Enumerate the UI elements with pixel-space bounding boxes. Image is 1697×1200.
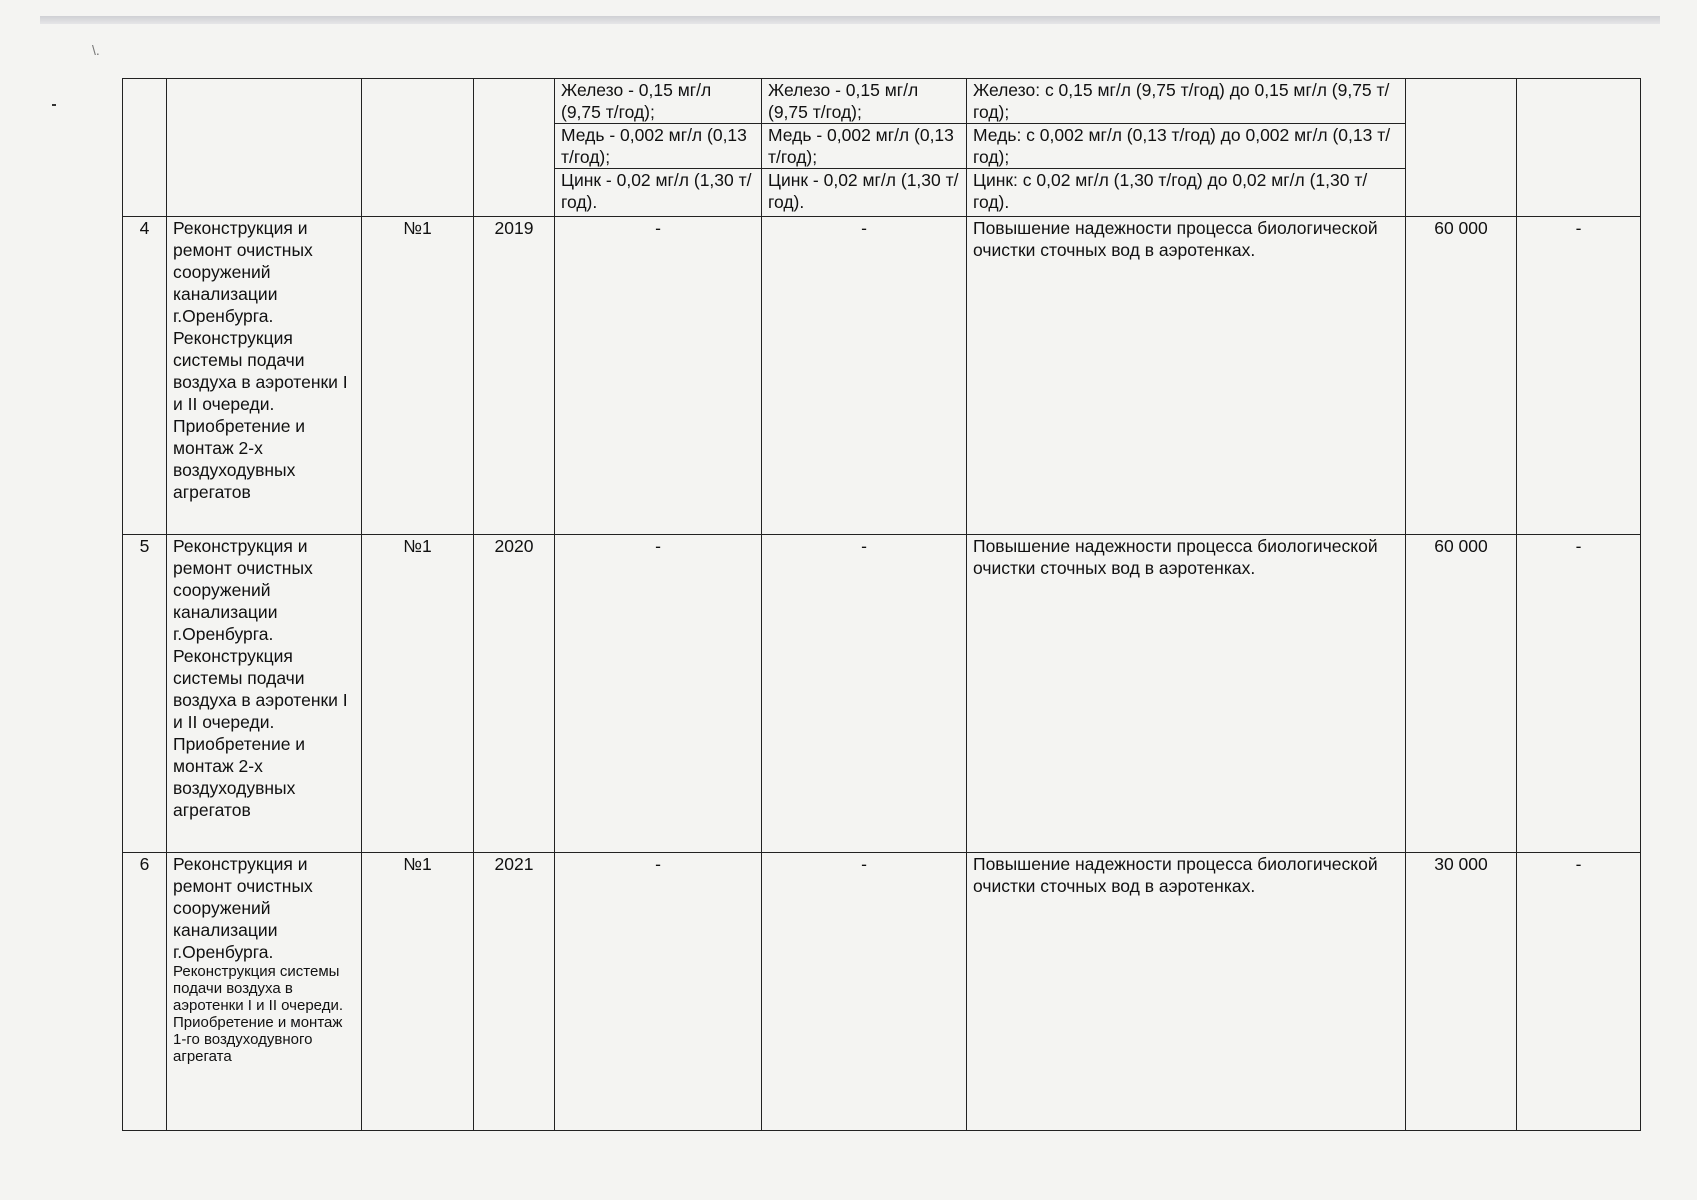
after-iron: Железо - 0,15 мг/л (9,75 т/год); (762, 79, 966, 124)
cell-num: 6 (123, 853, 167, 1131)
table-row (123, 535, 1641, 853)
cell-name (167, 79, 362, 217)
cell-after: - (762, 217, 967, 535)
cell-effect (967, 79, 1406, 217)
cell-name-detail: Реконструкция системы подачи воздуха в аэротенки I и II очереди. Приобретение и монтаж 1-го воздуходувного агрегата (173, 963, 343, 1065)
after-zinc: Цинк - 0,02 мг/л (1,30 т/год). (768, 170, 959, 212)
cell-object: №1 (362, 217, 474, 535)
table-row (123, 217, 1641, 535)
cell-cost: 60 000 (1406, 217, 1517, 535)
cell-cost (1406, 79, 1517, 217)
cell-cost: 30 000 (1406, 853, 1517, 1131)
cell-after: - (762, 535, 967, 853)
table-row (123, 853, 1641, 1131)
cell-before: - (555, 535, 762, 853)
cell-after (762, 79, 967, 217)
measures-table (122, 78, 1641, 1131)
scan-edge (40, 16, 1660, 24)
cell-year: 2019 (474, 217, 555, 535)
cell-effect: Повышение надежности процесса биологической очистки сточных вод в аэротенках. (967, 853, 1406, 1131)
cell-cost: 60 000 (1406, 535, 1517, 853)
before-zinc: Цинк - 0,02 мг/л (1,30 т/год). (561, 170, 752, 212)
effect-copper: Медь: с 0,002 мг/л (0,13 т/год) до 0,002 мг/л (0,13 т/год); (967, 124, 1405, 169)
cell-name: Реконструкция и ремонт очистных сооружений канализации г.Оренбурга. Реконструкция системы подачи воздуха в аэротенки I и II очереди. Приобретение и монтаж 2-х воздуходувных агрегатов (167, 535, 362, 853)
cell-name: Реконструкция и ремонт очистных сооружений канализации г.Оренбурга. Реконструкция системы подачи воздуха в аэротенки I и II очереди. Приобретение и монтаж 2-х воздуходувных агрегатов (167, 217, 362, 535)
cell-object (362, 79, 474, 217)
cell-year (474, 79, 555, 217)
cell-object: №1 (362, 535, 474, 853)
cell-before: - (555, 853, 762, 1131)
cell-num: 4 (123, 217, 167, 535)
cell-object: №1 (362, 853, 474, 1131)
before-copper: Медь - 0,002 мг/л (0,13 т/год); (555, 124, 761, 169)
after-copper: Медь - 0,002 мг/л (0,13 т/год); (762, 124, 966, 169)
cell-year: 2021 (474, 853, 555, 1131)
cell-last: - (1517, 535, 1641, 853)
cell-last: - (1517, 217, 1641, 535)
cell-before: - (555, 217, 762, 535)
cell-name-main: Реконструкция и ремонт очистных сооружений канализации г.Оренбурга. (173, 854, 313, 962)
cell-year: 2020 (474, 535, 555, 853)
cell-last (1517, 79, 1641, 217)
effect-zinc: Цинк: с 0,02 мг/л (1,30 т/год) до 0,02 мг/л (1,30 т/год). (973, 170, 1368, 212)
before-iron: Железо - 0,15 мг/л (9,75 т/год); (555, 79, 761, 124)
scan-speck (52, 104, 56, 106)
cell-before (555, 79, 762, 217)
cell-after: - (762, 853, 967, 1131)
cell-effect: Повышение надежности процесса биологической очистки сточных вод в аэротенках. (967, 217, 1406, 535)
effect-iron: Железо: с 0,15 мг/л (9,75 т/год) до 0,15 мг/л (9,75 т/год); (967, 79, 1405, 124)
cell-last: - (1517, 853, 1641, 1131)
cell-num: 5 (123, 535, 167, 853)
scan-corner-mark: \. (92, 42, 100, 58)
table-row-continuation (123, 79, 1641, 217)
cell-name (167, 853, 362, 1131)
cell-num (123, 79, 167, 217)
cell-effect: Повышение надежности процесса биологической очистки сточных вод в аэротенках. (967, 535, 1406, 853)
